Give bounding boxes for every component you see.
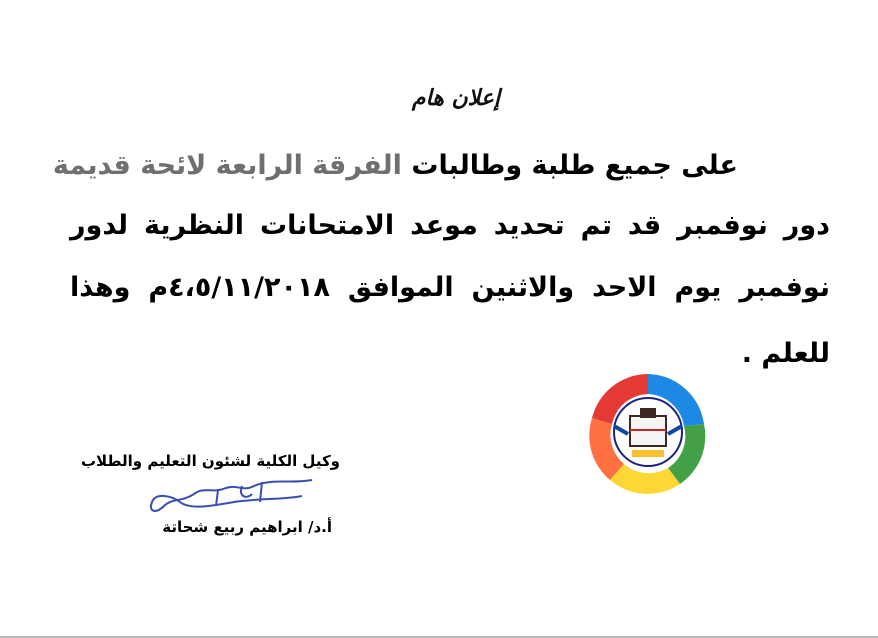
announcement-line-1 (52, 150, 738, 181)
announcement-title: إعلان هام (411, 86, 500, 111)
signatory-name: أ.د/ ابراهيم ربيع شحاتة (162, 518, 332, 536)
announcement-line-2: دور نوفمبر قد تم تحديد موعد الامتحانات النظرية لدور (70, 210, 830, 241)
university-logo (584, 368, 712, 500)
announcement-line-3: نوفمبر يوم الاحد والاثنين الموافق ٤،٥/١١/٢٠١٨م وهذا (70, 272, 830, 303)
line-1-text: على جميع طلبة وطالبات (401, 150, 738, 181)
line-1-faded-text: الفرقة الرابعة لائحة قديمة (52, 150, 402, 181)
announcement-line-4: للعلم . (741, 338, 830, 369)
handwritten-signature-icon (142, 472, 317, 520)
signatory-role: وكيل الكلية لشئون التعليم والطلاب (80, 452, 340, 470)
